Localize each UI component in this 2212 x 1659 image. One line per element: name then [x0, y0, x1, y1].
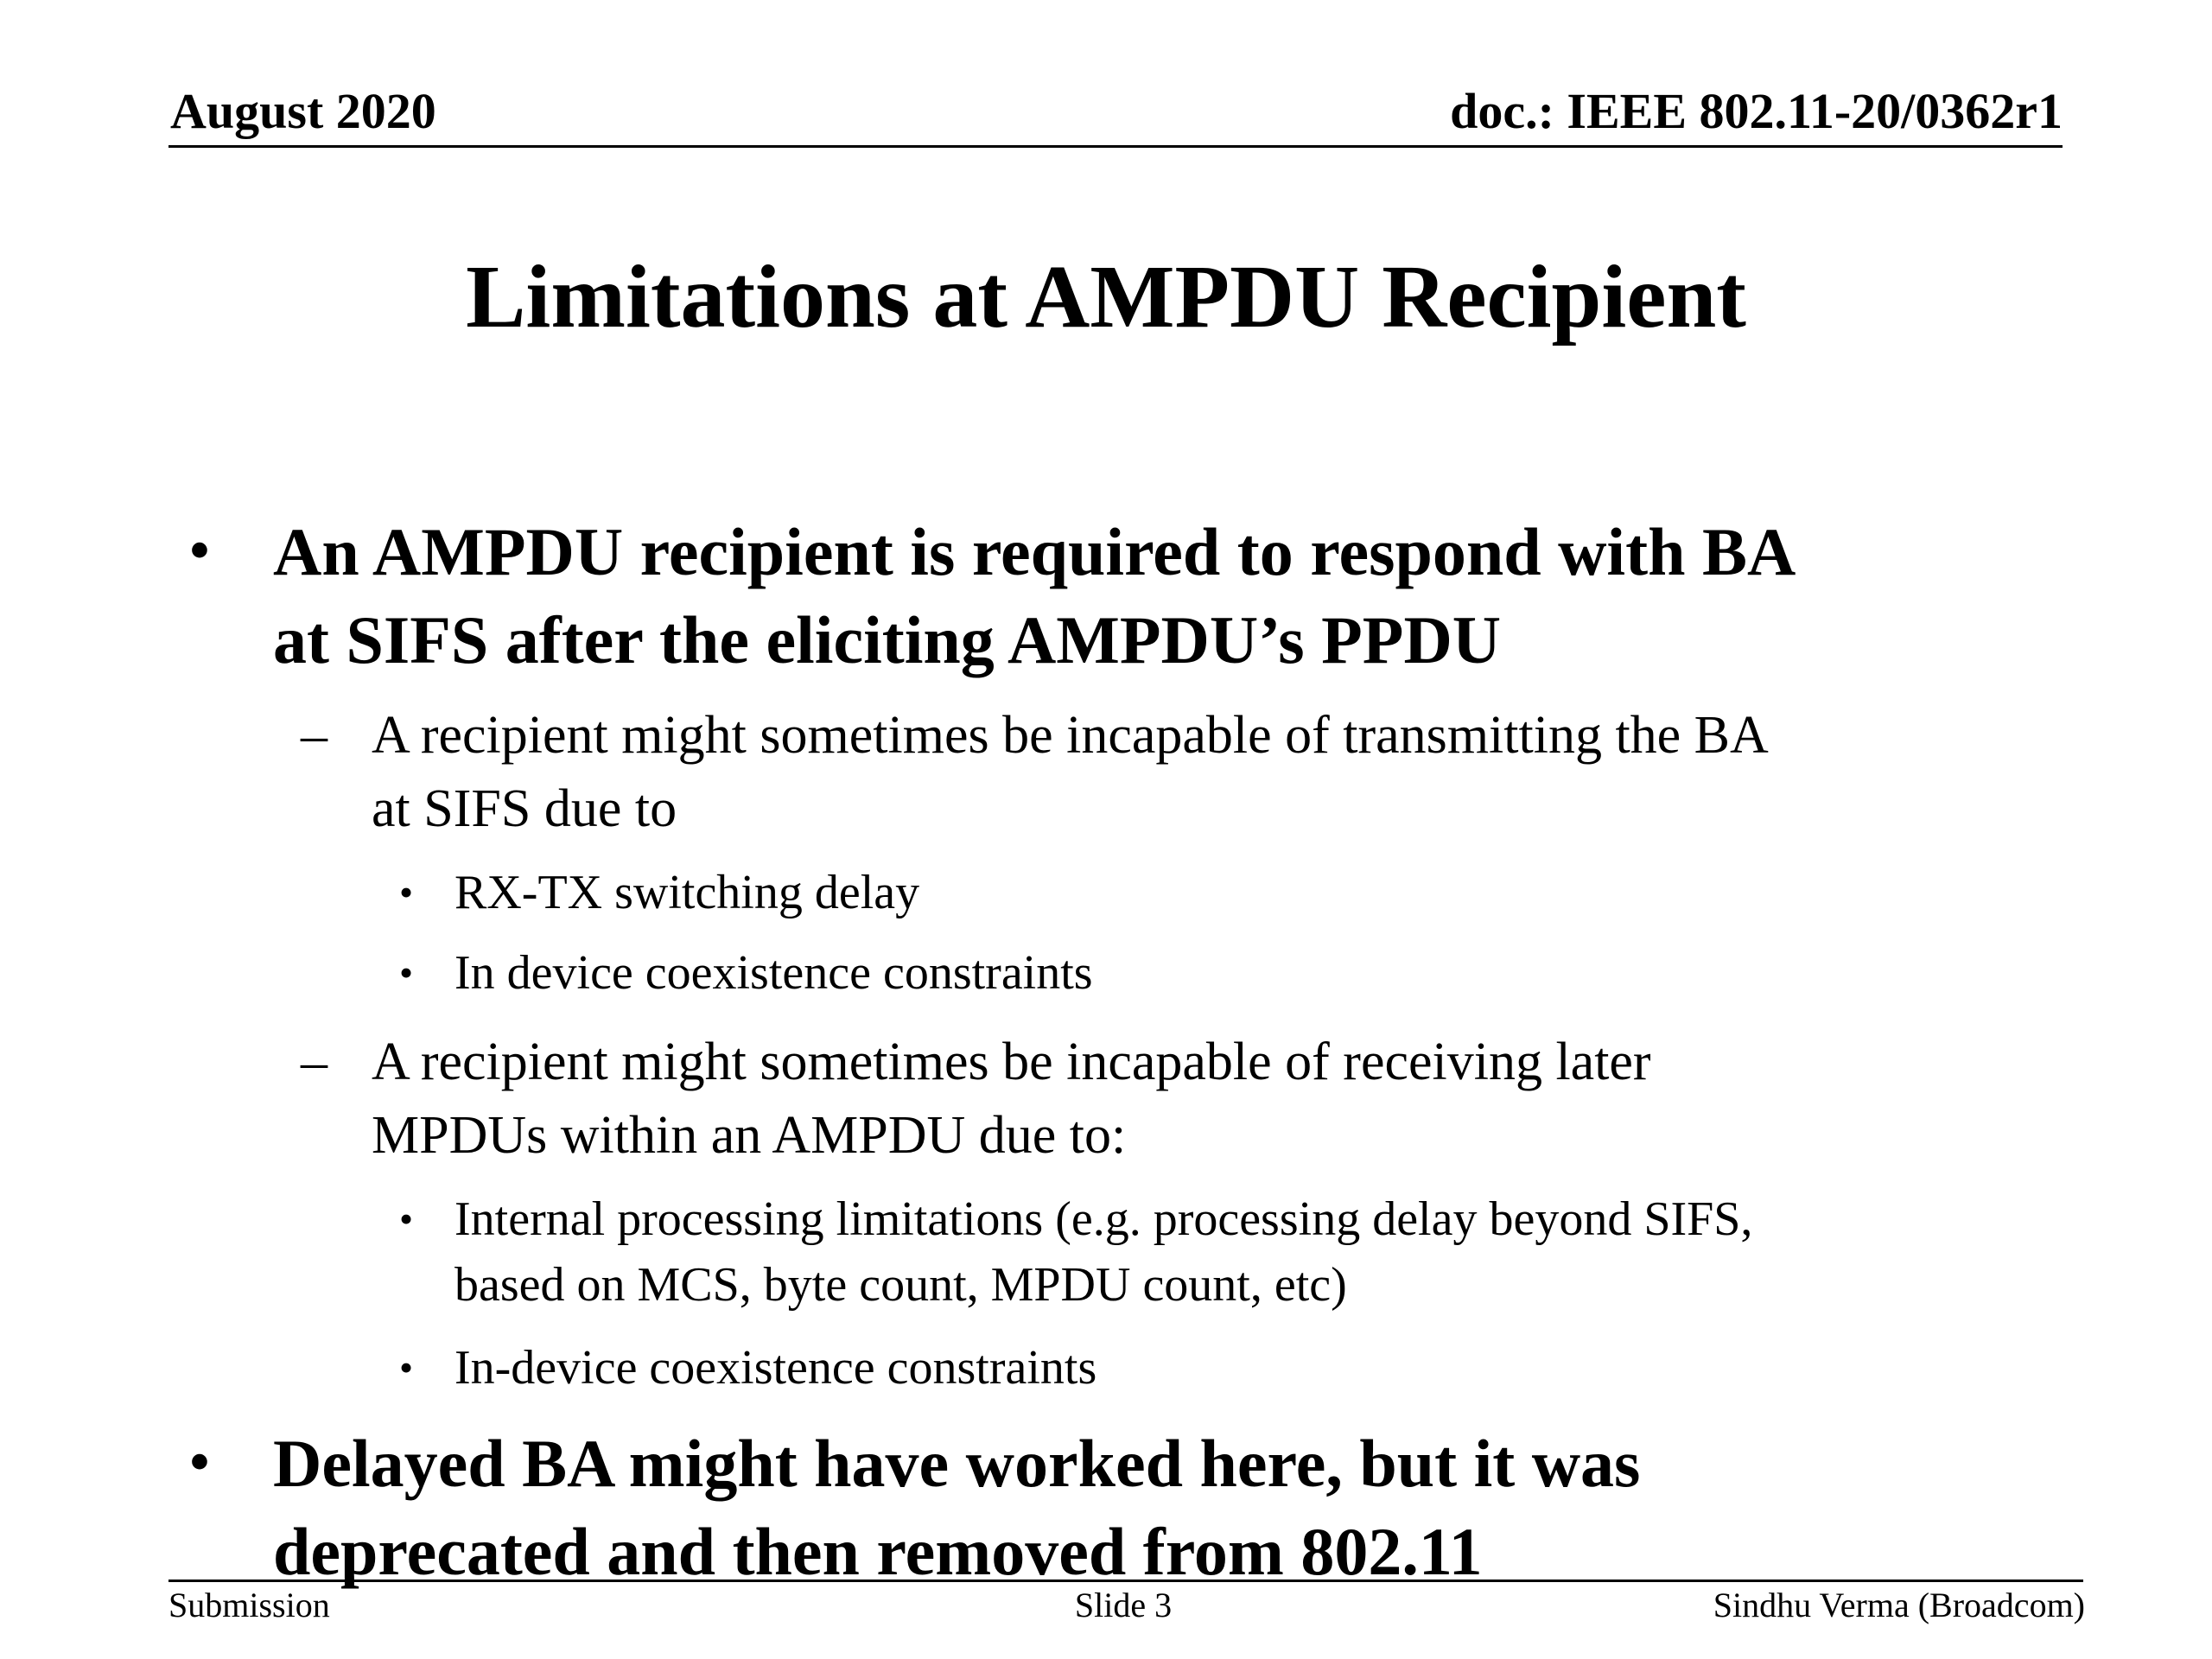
- bullet-text-line: at SIFS after the eliciting AMPDU’s PPDU: [273, 602, 1502, 677]
- sub-bullet-text-line: MPDUs within an AMPDU due to:: [372, 1106, 1127, 1165]
- sub-bullet-text-line: A recipient might sometimes be incapable of receiving later: [372, 1033, 1651, 1091]
- bullet-text-line: Delayed BA might have worked here, but it was: [273, 1426, 1641, 1501]
- header-rule: [168, 145, 2063, 148]
- header-date: August 2020: [170, 83, 436, 139]
- bullet-marker: •: [188, 515, 211, 586]
- bullet-marker: •: [188, 1427, 211, 1497]
- bullet-marker: •: [399, 870, 414, 914]
- footer-rule: [168, 1580, 2083, 1582]
- bullet-marker: •: [399, 1345, 414, 1389]
- header-doc-id: doc.: IEEE 802.11-20/0362r1: [1450, 83, 2063, 139]
- dash-marker: –: [301, 706, 327, 765]
- sub-bullet-text-line: at SIFS due to: [372, 779, 677, 838]
- sub-sub-bullet-text: In device coexistence constraints: [454, 946, 1093, 1000]
- footer-author: Sindhu Verma (Broadcom): [1713, 1586, 2085, 1624]
- dash-marker: –: [301, 1033, 327, 1091]
- bullet-marker: •: [399, 950, 414, 995]
- footer-submission: Submission: [168, 1586, 330, 1624]
- sub-sub-bullet-text: In-device coexistence constraints: [454, 1341, 1097, 1395]
- sub-sub-bullet-text-line: Internal processing limitations (e.g. processing delay beyond SIFS,: [454, 1192, 1753, 1246]
- sub-sub-bullet-text: RX-TX switching delay: [454, 866, 920, 919]
- slide-title: Limitations at AMPDU Recipient: [466, 247, 1746, 346]
- bullet-marker: •: [399, 1197, 414, 1241]
- sub-sub-bullet-text-line: based on MCS, byte count, MPDU count, etc): [454, 1258, 1347, 1312]
- footer-slide-number: Slide 3: [1074, 1586, 1173, 1624]
- bullet-text-line: deprecated and then removed from 802.11: [273, 1514, 1483, 1589]
- bullet-text-line: An AMPDU recipient is required to respond with BA: [273, 514, 1796, 589]
- sub-bullet-text-line: A recipient might sometimes be incapable of transmitting the BA: [372, 706, 1769, 765]
